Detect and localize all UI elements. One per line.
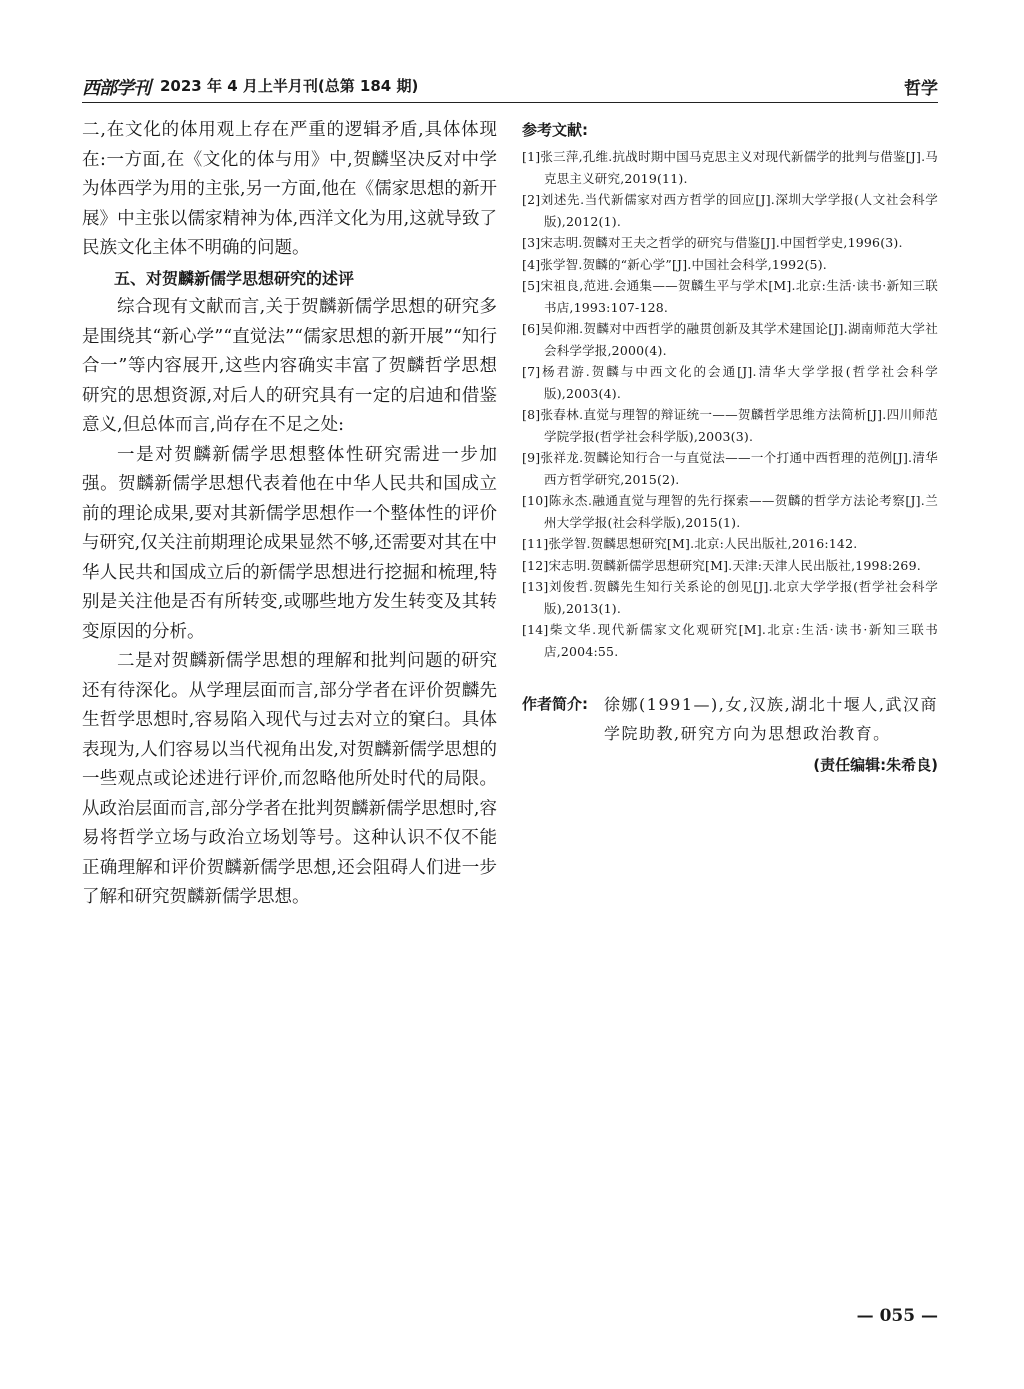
reference-item: [8]张春林.直觉与理智的辩证统一——贺麟哲学思维方法简析[J].四川师范学院学报(哲学社会科学版),2003(3). <box>522 407 938 444</box>
body-paragraph: 综合现有文献而言,关于贺麟新儒学思想的研究多是围绕其“新心学”“直觉法”“儒家思想的新开展”“知行合一”等内容展开,这些内容确实丰富了贺麟哲学思想研究的思想资源,对后人的研究具有一定的启迪和借鉴意义,但总体而言,尚存在不足之处: <box>82 297 497 435</box>
author-bio-label: 作者简介: <box>522 695 588 713</box>
right-column <box>522 118 938 775</box>
reference-item: [10]陈永杰.融通直觉与理智的先行探索——贺麟的哲学方法论考察[J].兰州大学学报(社会科学版),2015(1). <box>522 493 938 530</box>
section-heading: 五、对贺麟新儒学思想研究的述评 <box>114 268 355 288</box>
page-number: — 055 — <box>856 1306 938 1326</box>
responsible-editor: (责任编辑:朱希良) <box>813 756 938 774</box>
body-paragraph: 一是对贺麟新儒学思想整体性研究需进一步加强。贺麟新儒学思想代表着他在中华人民共和国成立前的理论成果,要对其新儒学思想作一个整体性的评价与研究,仅关注前期理论成果显然不够,还需要对其在中华人民共和国成立后的新儒学思想进行挖掘和梳理,特别是关注他是否有所转变,或哪些地方发生转变及其转变原因的分析。 <box>82 444 497 642</box>
reference-item: [4]张学智.贺麟的“新心学”[J].中国社会科学,1992(5). <box>522 256 827 272</box>
reference-item: [9]张祥龙.贺麟论知行合一与直觉法——一个打通中西哲理的范例[J].清华西方哲学研究,2015(2). <box>522 450 938 487</box>
reference-item: [12]宋志明.贺麟新儒学思想研究[M].天津:天津人民出版社,1998:269. <box>522 557 921 573</box>
reference-item: [7]杨君游.贺麟与中西文化的会通[J].清华大学学报(哲学社会科学版),2003(4). <box>522 364 938 401</box>
reference-item: [13]刘俊哲.贺麟先生知行关系论的创见[J].北京大学学报(哲学社会科学版),2013(1). <box>522 579 938 616</box>
body-paragraph: 二,在文化的体用观上存在严重的逻辑矛盾,具体体现在:一方面,在《文化的体与用》中,贺麟坚决反对中学为体西学为用的主张,另一方面,他在《儒家思想的新开展》中主张以儒家精神为体,西洋文化为用,这就导致了民族文化主体不明确的问题。 <box>82 120 497 258</box>
author-bio <box>522 690 938 748</box>
reference-item: [3]宋志明.贺麟对王夫之哲学的研究与借鉴[J].中国哲学史,1996(3). <box>522 235 903 250</box>
reference-item: [6]吴仰湘.贺麟对中西哲学的融贯创新及其学术建国论[J].湖南师范大学社会科学学报,2000(4). <box>522 321 938 358</box>
journal-logo: 西部学刊 <box>82 78 150 99</box>
reference-item: [5]宋祖良,范进.会通集——贺麟生平与学术[M].北京:生活·读书·新知三联书店,1993:107-128. <box>522 278 938 315</box>
reference-item: [1]张三萍,孔维.抗战时期中国马克思主义对现代新儒学的批判与借鉴[J].马克思主义研究,2019(11). <box>522 149 938 186</box>
author-bio-text: 徐娜(1991—),女,汉族,湖北十堰人,武汉商学院助教,研究方向为思想政治教育。 <box>604 695 938 743</box>
reference-item: [14]柴文华.现代新儒家文化观研究[M].北京:生活·读书·新知三联书店,2004:55. <box>522 622 938 659</box>
body-paragraph: 二是对贺麟新儒学思想的理解和批判问题的研究还有待深化。从学理层面而言,部分学者在评价贺麟先生哲学思想时,容易陷入现代与过去对立的窠臼。具体表现为,人们容易以当代视角出发,对贺麟新儒学思想的一些观点或论述进行评价,而忽略他所处时代的局限。从政治层面而言,部分学者在批判贺麟新儒学思想时,容易将哲学立场与政治立场划等号。这种认识不仅不能正确理解和评价贺麟新儒学思想,还会阻碍人们进一步了解和研究贺麟新儒学思想。 <box>82 651 497 907</box>
running-header <box>82 70 938 103</box>
left-column <box>82 116 497 913</box>
references-title: 参考文献: <box>522 121 588 139</box>
reference-list <box>522 146 938 662</box>
reference-item: [2]刘述先.当代新儒家对西方哲学的回应[J].深圳大学学报(人文社会科学版),2012(1). <box>522 192 938 229</box>
issue-info: 2023 年 4 月上半月刊(总第 184 期) <box>160 77 419 95</box>
section-name: 哲学 <box>904 79 938 99</box>
reference-item: [11]张学智.贺麟思想研究[M].北京:人民出版社,2016:142. <box>522 536 858 551</box>
